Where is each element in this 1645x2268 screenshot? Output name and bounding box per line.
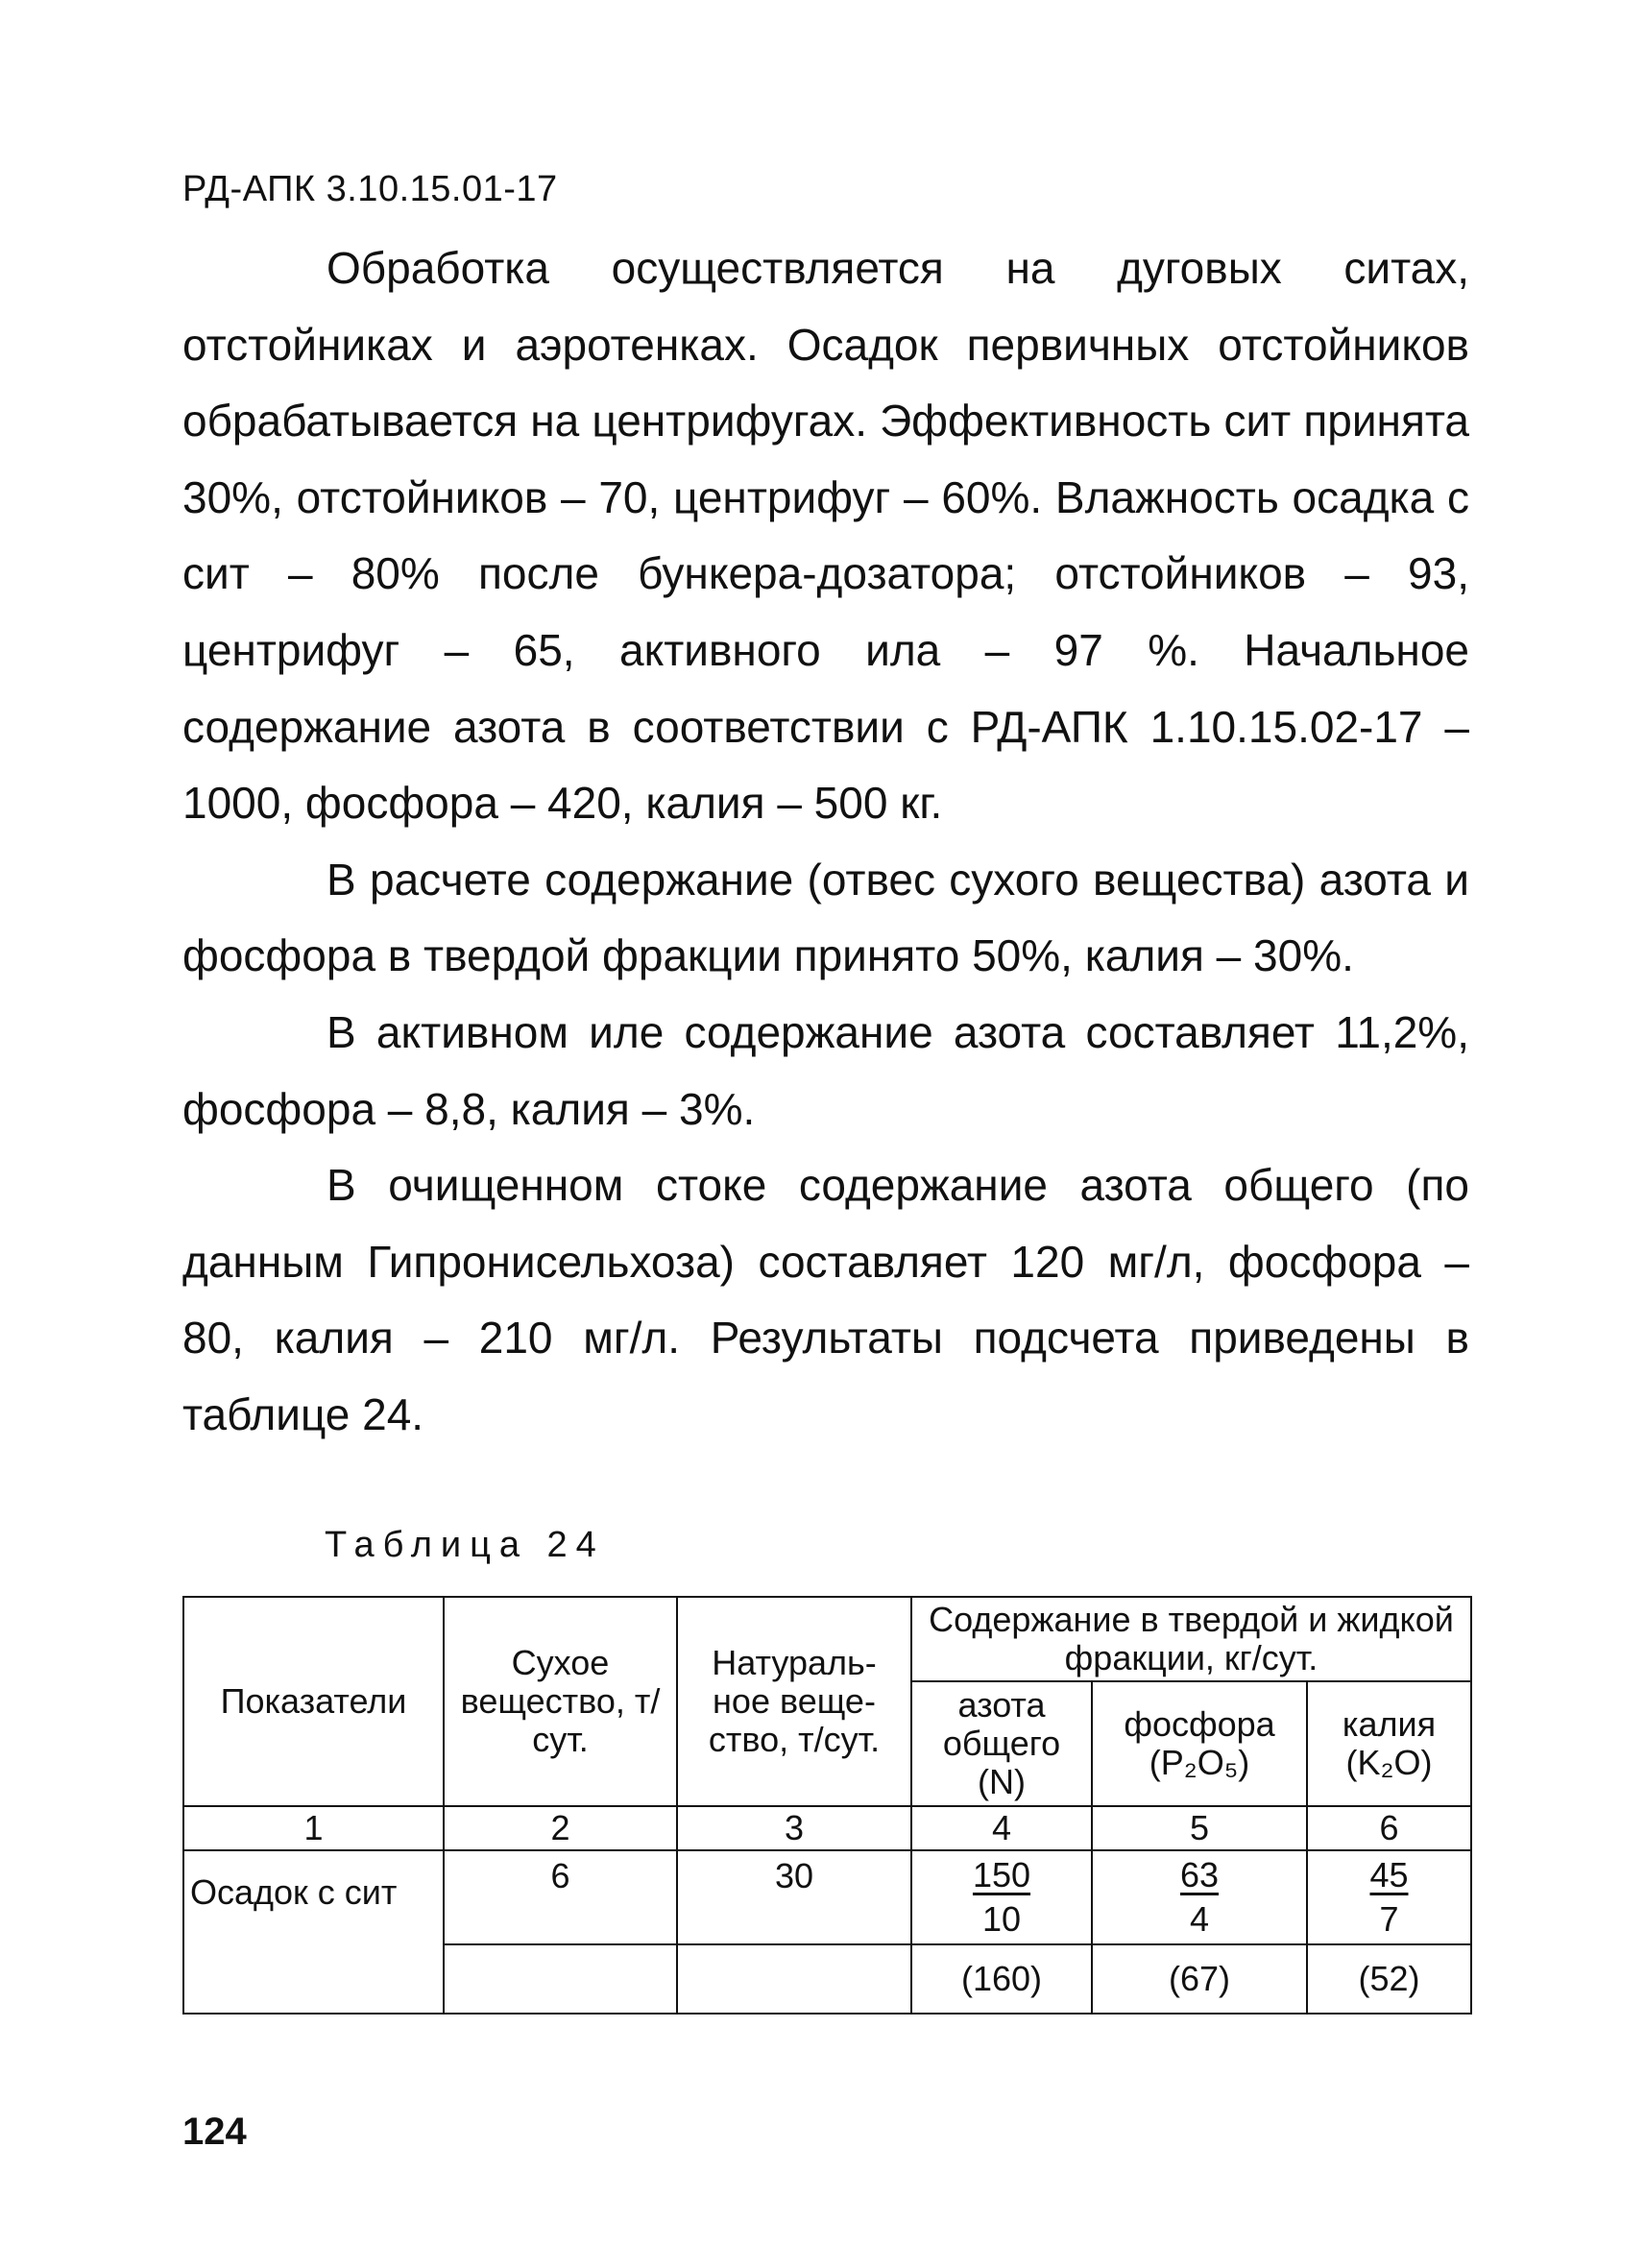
empty-cell [677,1944,911,2014]
body-text [182,230,1469,1454]
header-phosphorus: фосфора (P₂O₅) [1092,1681,1307,1806]
page-number: 124 [182,2111,247,2153]
header-natural-matter: Натураль-ное веще-ство, т/сут. [677,1597,911,1806]
column-number: 6 [1307,1806,1471,1850]
paragraph: В активном иле содержание азота составляет 11,2%, фосфора – 8,8, калия – 3%. [182,1006,1469,1134]
running-header: РД-АПК 3.10.15.01-17 [182,169,558,209]
potassium-fraction [1307,1850,1471,1944]
phosphorus-total: (67) [1092,1944,1307,2014]
header-content-group: Содержание в твердой и жидкой фракции, кг/сут. [911,1597,1471,1681]
phosphorus-solid: 63 [1179,1855,1220,1894]
natural-matter-value: 30 [677,1850,911,1944]
column-number: 2 [444,1806,677,1850]
table-caption: Таблица 24 [325,1525,605,1565]
table-row [183,1850,1471,1944]
nitrogen-total: (160) [911,1944,1092,2014]
column-number: 1 [183,1806,444,1850]
potassium-total: (52) [1307,1944,1471,2014]
paragraph: В расчете содержание (отвес сухого вещества) азота и фосфора в твердой фракции принято 50%, калия – 30%. [182,854,1469,981]
nitrogen-liquid: 10 [981,1899,1022,1939]
header-dry-matter: Сухое вещество, т/сут. [444,1597,677,1806]
column-number-row [183,1806,1471,1850]
column-number: 5 [1092,1806,1307,1850]
header-potassium: калия (K₂O) [1307,1681,1471,1806]
header-nitrogen: азота общего (N) [911,1681,1092,1806]
nitrogen-solid: 150 [972,1855,1031,1894]
phosphorus-liquid: 4 [1189,1899,1209,1939]
nitrogen-fraction [911,1850,1092,1944]
potassium-liquid: 7 [1379,1899,1399,1939]
column-number: 4 [911,1806,1092,1850]
paragraph: В очищенном стоке содержание азота общего (по данным Гипронисельхоза) составляет 120 мг/л, фосфора – 80, калия – 210 мг/л. Результаты подсчета приведены в таблице 24. [182,1160,1469,1439]
data-table [182,1596,1472,2015]
row-name: Осадок с сит [183,1850,444,2014]
dry-matter-value: 6 [444,1850,677,1944]
potassium-solid: 45 [1369,1855,1409,1894]
phosphorus-fraction [1092,1850,1307,1944]
column-number: 3 [677,1806,911,1850]
header-indicators: Показатели [183,1597,444,1806]
paragraph: Обработка осуществляется на дуговых ситах, отстойниках и аэротенках. Осадок первичных отстойников обрабатывается на центрифугах. Эффективность сит принята 30%, отстойников – 70, центрифуг – 60%. Влажность осадка с сит – 80% после бункера-дозатора; отстойников – 93, центрифуг – 65, активного ила – 97 %. Начальное содержание азота в соответствии с РД-АПК 1.10.15.02-17 – 1000, фосфора – 420, калия – 500 кг. [182,243,1469,829]
empty-cell [444,1944,677,2014]
